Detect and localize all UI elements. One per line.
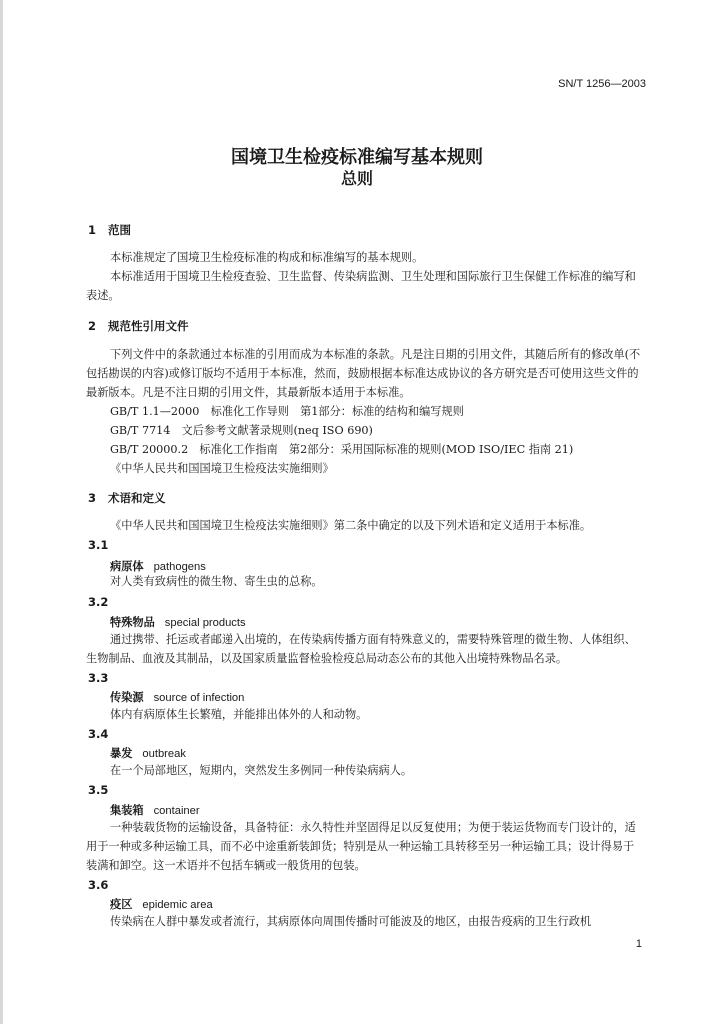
reference-item: GB/T 7714 文后参考文献著录规则(neq ISO 690) (110, 424, 373, 437)
clause-number: 3.5 (88, 783, 109, 797)
section-heading-1 (88, 222, 131, 238)
section-heading-2 (88, 318, 189, 334)
term-heading (110, 689, 244, 705)
term-en: outbreak (142, 748, 186, 760)
section-1-body (86, 248, 644, 305)
term-en: special products (164, 617, 246, 629)
definition-text: 传染病在人群中暴发或者流行，其病原体向周围传播时可能波及的地区，由报告疫病的卫生行政机 (110, 915, 592, 928)
section-3-intro (86, 516, 644, 535)
document-subtitle: 总则 (340, 169, 373, 188)
term-zh: 疫区 (110, 898, 133, 911)
reference-item: GB/T 1.1—2000 标准化工作导则 第1部分：标准的结构和编写规则 (110, 405, 464, 418)
definition-text: 通过携带、托运或者邮递入出境的，在传染病传播方面有特殊意义的，需要特殊管理的微生物、人体组织、生物制品、血液及其制品，以及国家质量监督检验检疫总局动态公布的其他入出境特殊物品名录。 (86, 633, 636, 665)
reference-item: GB/T 20000.2 标准化工作指南 第2部分：采用国际标准的规则(MOD ISO/IEC 指南 21) (110, 443, 574, 456)
paragraph: 本标准适用于国境卫生检疫查验、卫生监督、传染病监测、卫生处理和国际旅行卫生保健工作标准的编写和表述。 (86, 270, 636, 302)
paragraph: 《中华人民共和国国境卫生检疫法实施细则》第二条中确定的以及下列术语和定义适用于本标准。 (110, 519, 592, 532)
term-definition (86, 572, 644, 591)
section-title: 规范性引用文件 (108, 319, 189, 333)
document-title: 国境卫生检疫标准编写基本规则 (231, 147, 483, 168)
section-title: 范围 (108, 223, 131, 237)
definition-text: 体内有病原体生长繁殖，并能排出体外的人和动物。 (110, 708, 368, 721)
term-zh: 病原体 (110, 560, 144, 573)
term-heading (110, 896, 213, 912)
section-number: 3 (88, 491, 97, 505)
term-zh: 集装箱 (110, 804, 144, 817)
term-definition (86, 761, 644, 780)
term-zh: 特殊物品 (110, 616, 155, 629)
term-en: container (153, 805, 200, 817)
standard-code: SN/T 1256—2003 (558, 78, 646, 90)
clause-number: 3.2 (88, 595, 109, 609)
reference-list (110, 402, 573, 478)
term-zh: 暴发 (110, 747, 133, 760)
section-number: 2 (88, 319, 97, 333)
term-en: pathogens (153, 561, 206, 573)
section-number: 1 (88, 223, 97, 237)
term-definition (86, 912, 644, 931)
page-number: 1 (635, 938, 642, 950)
definition-text: 一种装载货物的运输设备，具备特征：永久特性并坚固得足以反复使用；为便于装运货物而专门设计的，适用于一种或多种运输工具，而不必中途重新装卸货；特别是从一种运输工具转移至另一种运输工具；设计得易于装满和卸空。这一术语并不包括车辆或一般货用的包装。 (86, 821, 636, 872)
term-definition (86, 818, 644, 875)
clause-number: 3.3 (88, 671, 109, 685)
section-2-body (86, 345, 644, 402)
clause-number: 3.4 (88, 727, 109, 741)
section-heading-3 (88, 490, 166, 506)
term-zh: 传染源 (110, 691, 144, 704)
clause-number: 3.1 (88, 538, 109, 552)
term-en: epidemic area (142, 899, 213, 911)
reference-item: 《中华人民共和国国境卫生检疫法实施细则》 (110, 462, 334, 475)
term-heading (110, 745, 186, 761)
paragraph: 本标准规定了国境卫生检疫标准的构成和标准编写的基本规则。 (110, 251, 424, 264)
section-title: 术语和定义 (108, 491, 166, 505)
term-heading (110, 802, 200, 818)
term-en: source of infection (153, 692, 245, 704)
term-definition (86, 705, 644, 724)
clause-number: 3.6 (88, 878, 109, 892)
definition-text: 在一个局部地区，短期内，突然发生多例同一种传染病病人。 (110, 764, 413, 777)
term-heading (110, 614, 246, 630)
paragraph: 下列文件中的条款通过本标准的引用而成为本标准的条款。凡是注日期的引用文件，其随后所有的修改单(不包括勘误的内容)或修订版均不适用于本标准，然而，鼓励根据本标准达成协议的各方研究是否可使用这些文件的最新版本。凡是不注日期的引用文件，其最新版本适用于本标准。 (86, 348, 641, 399)
term-definition (86, 630, 644, 668)
definition-text: 对人类有致病性的微生物、寄生虫的总称。 (110, 575, 323, 588)
